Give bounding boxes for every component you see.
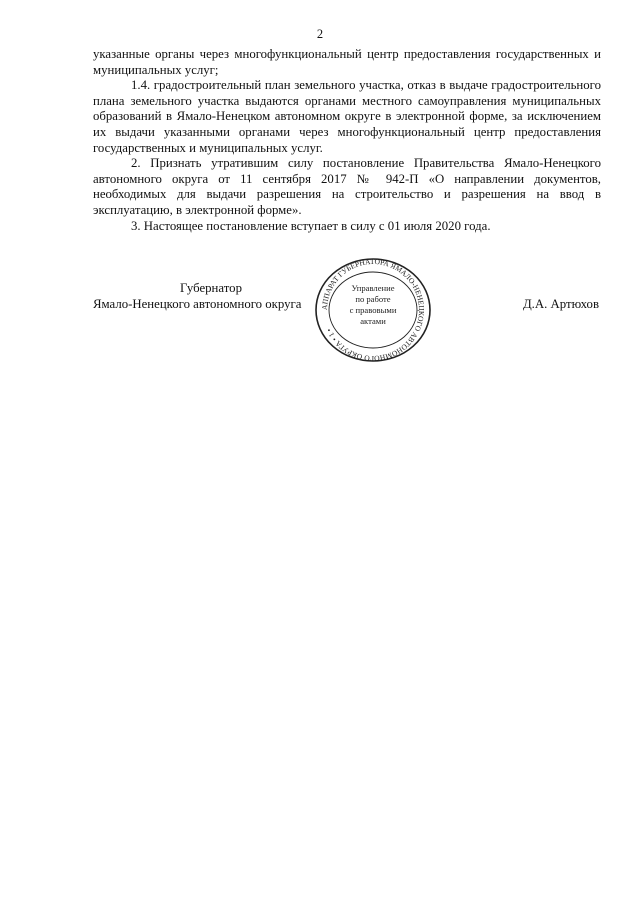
seal-center-line-2: по работе (355, 294, 391, 304)
official-seal-stamp (305, 255, 441, 365)
paragraph-item-1-4: 1.4. градостроительный план земельного участка, отказ в выдаче градостроительного плана земельного участка выдаются органами местного самоуправления муниципальных образований в Ямало-Ненецком автономном округе в электронной форме, за исключением их выдачи указанными органами через многофункциональный центр предоставления государственных и муниципальных услуг. (93, 78, 601, 155)
seal-ring-text: АППАРАТ ГУБЕРНАТОРА ЯМАЛО-НЕНЕЦКОГО АВТОНОМНОГО ОКРУГА • 1 • (319, 256, 427, 364)
paragraph-item-2: 2. Признать утратившим силу постановление Правительства Ямало-Ненецкого автономного округа от 11 сентября 2017 № 942-П «О направлении документов, необходимых для выдачи разрешения на строительство и разрешения на ввод в эксплуатацию, в электронной форме». (93, 156, 601, 217)
seal-center-line-4: актами (360, 316, 386, 326)
paragraph-continuation: указанные органы через многофункциональный центр предоставления государственных и муниципальных услуг; (93, 47, 601, 77)
signer-name: Д.А. Артюхов (522, 297, 599, 311)
seal-center-line-1: Управление (351, 283, 395, 293)
signer-title: Губернатор (180, 281, 242, 295)
paragraph-item-3: 3. Настоящее постановление вступает в силу с 01 июля 2020 года. (131, 218, 491, 233)
signer-organization: Ямало-Ненецкого автономного округа (93, 297, 302, 311)
page-number: 2 (316, 27, 324, 41)
seal-graphic (305, 255, 441, 365)
document-body (93, 47, 601, 234)
seal-center-line-3: с правовыми (349, 305, 397, 315)
